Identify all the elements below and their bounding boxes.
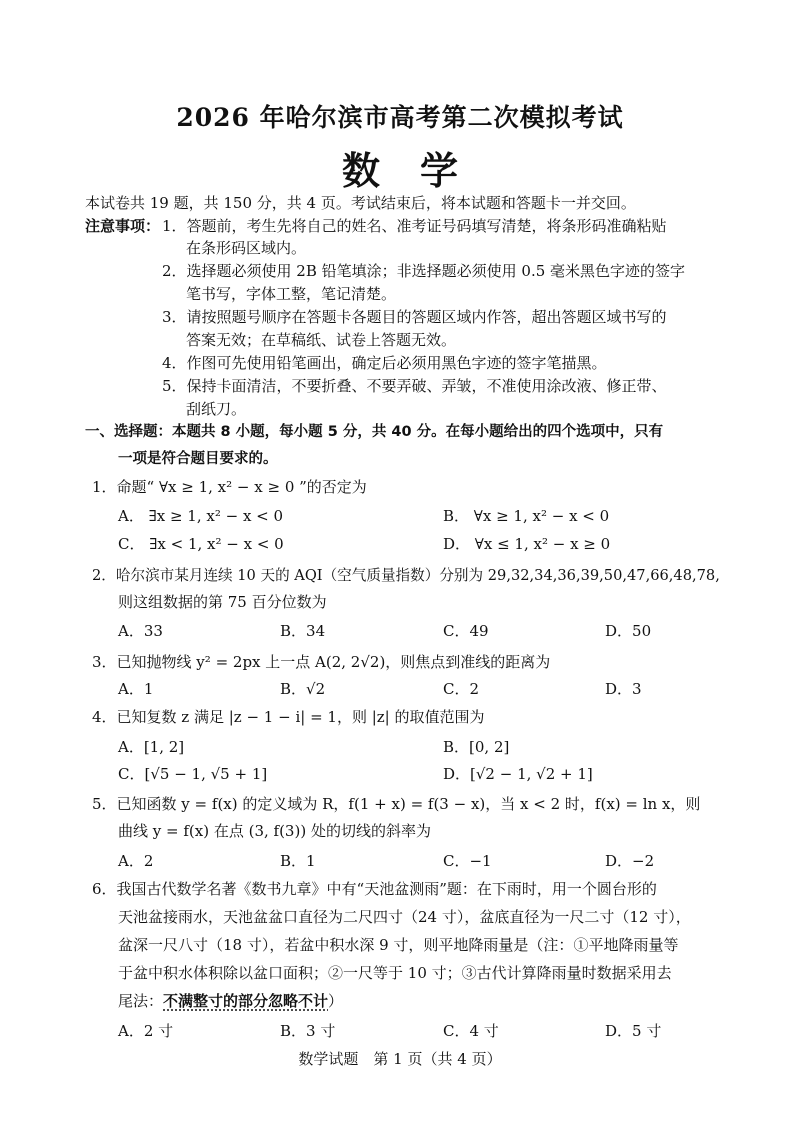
question-5-option-d: D．−2 [605,852,655,870]
question-6-stem-cont: 天池盆接雨水，天池盆盆口直径为二尺四寸（24 寸），盆底直径为一尺二寸（12 寸）， [118,908,691,926]
question-6-prefix: 尾法： [118,992,164,1010]
page-footer: 数学试题 第 1 页（共 4 页） [298,1050,502,1068]
question-2-stem: 2．哈尔滨市某月连续 10 天的 AQI（空气质量指数）分别为 29,32,34,36,39,50,47,66,48,78, [92,567,720,584]
question-2-option-b: B．34 [280,622,326,640]
note-line: 4．作图可先使用铅笔画出，确定后必须用黑色字迹的签字笔描黑。 [162,354,607,372]
section-heading-cont: 一项是符合题目要求的。 [118,451,278,467]
question-2-option-a: A．33 [118,622,163,640]
note-line: 1．答题前，考生先将自己的姓名、准考证号码填写清楚，将条形码准确粘贴 [162,217,667,235]
question-4-option-a: A．[1, 2] [118,738,185,756]
question-3-option-a: A．1 [118,680,154,698]
question-6-option-b: B．3 寸 [280,1022,336,1040]
question-1-option-b: B． ∀x ≥ 1, x² − x < 0 [443,507,610,525]
note-line: 2．选择题必须使用 2B 铅笔填涂；非选择题必须使用 0.5 毫米黑色字迹的签字 [162,262,686,280]
question-2-option-c: C．49 [443,622,489,640]
question-6-option-a: A．2 寸 [118,1022,174,1040]
section-heading: 一、选择题：本题共 8 小题，每小题 5 分，共 40 分。在每小题给出的四个选项中，只有 [85,424,664,440]
question-5-stem: 5．已知函数 y = f(x) 的定义域为 R，f(1 + x) = f(3 − x)，当 x < 2 时，f(x) = ln x，则 [92,795,701,813]
question-4-stem: 4．已知复数 z 满足 |z − 1 − i| = 1，则 |z| 的取值范围为 [92,708,485,726]
question-1-option-c: C． ∃x < 1, x² − x < 0 [118,535,284,553]
question-1-option-d: D． ∀x ≤ 1, x² − x ≥ 0 [443,535,611,553]
note-line: 3．请按照题号顺序在答题卡各题目的答题区域内作答，超出答题区域书写的 [162,308,667,326]
notes-label: 注意事项： [85,217,161,235]
question-3-option-b: B．√2 [280,680,326,698]
note-line: 笔书写，字体工整，笔记清楚。 [186,285,397,303]
note-line: 答案无效；在草稿纸、试卷上答题无效。 [186,331,457,349]
question-6-emphasis: 不满整寸的部分忽略不计 [163,992,329,1010]
question-5-option-b: B．1 [280,852,316,870]
question-6-suffix: ） [328,992,344,1010]
subject-title: 数学 [341,148,498,193]
question-4-option-b: B．[0, 2] [443,738,510,756]
question-2-option-d: D．50 [605,622,652,640]
question-4-option-d: D．[√2 − 1, √2 + 1] [443,765,593,783]
question-1-stem: 1．命题“ ∀x ≥ 1, x² − x ≥ 0 ”的否定为 [92,478,367,496]
note-line: 5．保持卡面清洁，不要折叠、不要弄破、弄皱，不准使用涂改液、修正带、 [162,377,667,395]
question-6-stem-cont: 盆深一尺八寸（18 寸），若盆中积水深 9 寸，则平地降雨量是（注：①平地降雨量等 [118,936,679,954]
question-5-option-c: C．−1 [443,852,492,870]
page-title: 2026 年哈尔滨市高考第二次模拟考试 [176,103,624,132]
question-6-option-c: C．4 寸 [443,1022,499,1040]
question-6-stem: 6．我国古代数学名著《数书九章》中有“天池盆测雨”题：在下雨时，用一个圆台形的 [92,880,657,898]
question-4-option-c: C．[√5 − 1, √5 + 1] [118,765,268,783]
question-3-stem: 3．已知抛物线 y² = 2px 上一点 A(2, 2√2)，则焦点到准线的距离为 [92,653,551,671]
note-line: 刮纸刀。 [186,400,247,418]
question-5-stem-cont: 曲线 y = f(x) 在点 (3, f(3)) 处的切线的斜率为 [118,822,431,840]
question-1-option-a: A． ∃x ≥ 1, x² − x < 0 [118,507,284,525]
question-6-stem-last [118,990,343,1012]
question-3-option-c: C．2 [443,680,480,698]
question-6-option-d: D．5 寸 [605,1022,662,1040]
question-2-stem-cont: 则这组数据的第 75 百分位数为 [118,593,327,611]
question-5-option-a: A．2 [118,852,154,870]
note-line: 在条形码区域内。 [186,239,307,257]
question-6-stem-cont: 于盆中积水体积除以盆口面积；②一尺等于 10 寸；③古代计算降雨量时数据采用去 [118,964,672,982]
question-3-option-d: D．3 [605,680,642,698]
intro-text: 本试卷共 19 题，共 150 分，共 4 页。考试结束后，将本试题和答题卡一并交回。 [85,194,636,212]
